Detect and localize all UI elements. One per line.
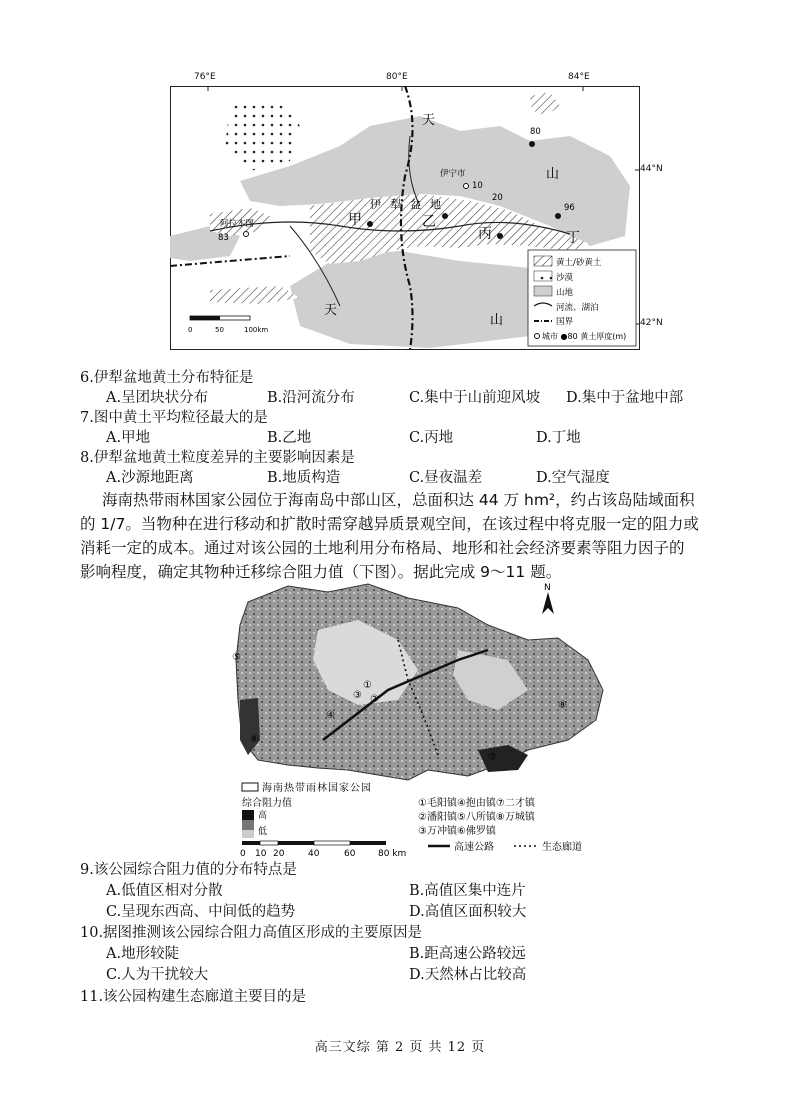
lon-76: 76°E [194, 72, 216, 82]
legend-desert: 沙漠 [556, 273, 574, 283]
passage-line-2: 的 1/7。当物种在进行移动和扩散时需穿越异质景观空间，在该过程中将克服一定的阻力或 [80, 515, 699, 533]
scale-100: 100km [244, 326, 269, 334]
thickness-83: 83 [218, 233, 229, 243]
highway-legend: 高速公路 [454, 842, 494, 853]
tian-shan-label-bottom-1: 天 [324, 303, 338, 318]
scale2-40: 40 [308, 849, 320, 858]
legend-mountain: 山地 [556, 288, 574, 298]
q7-option-d: D.丁地 [536, 430, 581, 446]
question-8: 8.伊犁盆地黄土粒度差异的主要影响因素是 [80, 450, 355, 466]
alashankou-label: 阿拉木图 [220, 219, 255, 229]
lat-42: 42°N [640, 318, 663, 328]
yining-label: 伊宁市 [440, 169, 466, 179]
q9-option-b: B.高值区集中连片 [409, 883, 526, 899]
marker-8: ⑧ [558, 700, 567, 711]
question-11: 11.该公园构建生态廊道主要目的是 [80, 989, 307, 1005]
towns-line-3: ③万冲镇⑥佛罗镇 [418, 826, 496, 837]
basin-label-1: 伊 [370, 198, 381, 211]
hainan-resistance-map [228, 580, 618, 858]
question-9: 9.该公园综合阻力值的分布特点是 [80, 862, 297, 878]
q8-option-c: C.昼夜温差 [409, 470, 483, 486]
passage-line-3: 消耗一定的成本。通过对该公园的土地利用分布格局、地形和社会经济要素等阻力因子的 [80, 539, 685, 557]
tian-shan-label-top-2: 山 [546, 167, 560, 182]
thickness-10: 10 [472, 181, 483, 191]
marker-1: ① [363, 680, 372, 691]
basin-label-2: 犁 [390, 198, 401, 211]
park-legend: 海南热带雨林国家公园 [262, 783, 372, 794]
q6-option-c: C.集中于山前迎风坡 [409, 390, 541, 406]
question-7: 7.图中黄土平均粒径最大的是 [80, 410, 268, 426]
marker-4: ④ [326, 710, 335, 721]
tian-shan-label-bottom-2: 山 [490, 313, 504, 328]
q6-option-b: B.沿河流分布 [267, 390, 355, 406]
marker-5: ⑤ [232, 652, 241, 663]
svg-text:N: N [544, 583, 551, 593]
site-jia: 甲 [348, 212, 362, 228]
lat-44: 44°N [640, 164, 663, 174]
legend-river: 河流、湖泊 [556, 303, 599, 313]
resistance-title: 综合阻力值 [242, 798, 292, 809]
legend-border: 国界 [556, 317, 574, 327]
q7-option-b: B.乙地 [267, 430, 312, 446]
basin-label-3: 盆 [410, 198, 421, 211]
q9-option-d: D.高值区面积较大 [409, 904, 527, 920]
towns-line-2: ②潘阳镇⑤八所镇⑧万城镇 [418, 812, 535, 823]
tian-shan-label-top-1: 天 [422, 113, 436, 128]
thickness-20: 20 [492, 193, 503, 203]
ili-basin-map [170, 72, 640, 350]
q6-option-d: D.集中于盆地中部 [566, 390, 684, 406]
thickness-96: 96 [564, 203, 575, 213]
scale-0: 0 [188, 326, 193, 334]
scale2-60: 60 [344, 849, 356, 858]
legend-loess: 黄土/砂黄土 [556, 258, 602, 268]
q10-option-c: C.人为干扰较大 [106, 967, 209, 983]
scale2-0: 0 [240, 849, 246, 858]
q10-option-d: D.天然林占比较高 [409, 967, 527, 983]
marker-7: ⑦ [488, 752, 497, 763]
q8-option-a: A.沙源地距离 [106, 470, 194, 486]
marker-3: ③ [353, 690, 362, 701]
site-yi: 乙 [422, 214, 436, 230]
q10-option-a: A.地形较陡 [106, 946, 180, 962]
q7-option-a: A.甲地 [106, 430, 151, 446]
lon-80: 80°E [386, 72, 408, 82]
q8-option-b: B.地质构造 [267, 470, 341, 486]
passage [80, 488, 720, 584]
resistance-low: 低 [258, 827, 268, 837]
scale2-10: 10 [255, 849, 267, 858]
resistance-high: 高 [258, 811, 268, 821]
passage-line-4: 影响程度，确定其物种迁移综合阻力值（下图）。据此完成 9～11 题。 [80, 563, 562, 581]
q10-option-b: B.距高速公路较远 [409, 946, 526, 962]
q9-option-a: A.低值区相对分散 [106, 883, 223, 899]
scale2-20: 20 [273, 849, 285, 858]
scale-50: 50 [215, 326, 224, 334]
marker-2: ② [370, 694, 379, 705]
question-6: 6.伊犁盆地黄土分布特征是 [80, 370, 254, 386]
north-arrow-icon [542, 583, 554, 614]
lon-84: 84°E [568, 72, 590, 82]
q7-option-c: C.丙地 [409, 430, 454, 446]
page-footer: 高三文综 第 2 页 共 12 页 [314, 1040, 486, 1055]
towns-line-1: ①毛阳镇④抱由镇⑦二才镇 [418, 798, 535, 809]
q8-option-d: D.空气湿度 [536, 470, 610, 486]
corridor-legend: 生态廊道 [542, 842, 582, 853]
site-ding: 丁 [566, 230, 580, 246]
site-bing: 丙 [478, 226, 492, 242]
passage-line-1: 海南热带雨林国家公园位于海南岛中部山区，总面积达 44 万 hm²，约占该岛陆域面积 [102, 491, 695, 509]
thickness-80: 80 [530, 127, 541, 137]
park-outline [236, 584, 603, 780]
basin-label-4: 地 [430, 198, 441, 211]
scale2-80: 80 km [378, 849, 407, 858]
q6-option-a: A.呈团块状分布 [106, 390, 209, 406]
marker-6: ⑥ [250, 734, 259, 745]
question-10: 10.据图推测该公园综合阻力高值区形成的主要原因是 [80, 925, 423, 941]
map1-legend [528, 250, 636, 346]
q9-option-c: C.呈现东西高、中间低的趋势 [106, 904, 296, 920]
legend-city: 城市 ●80 黄土厚度(m) [542, 332, 627, 341]
